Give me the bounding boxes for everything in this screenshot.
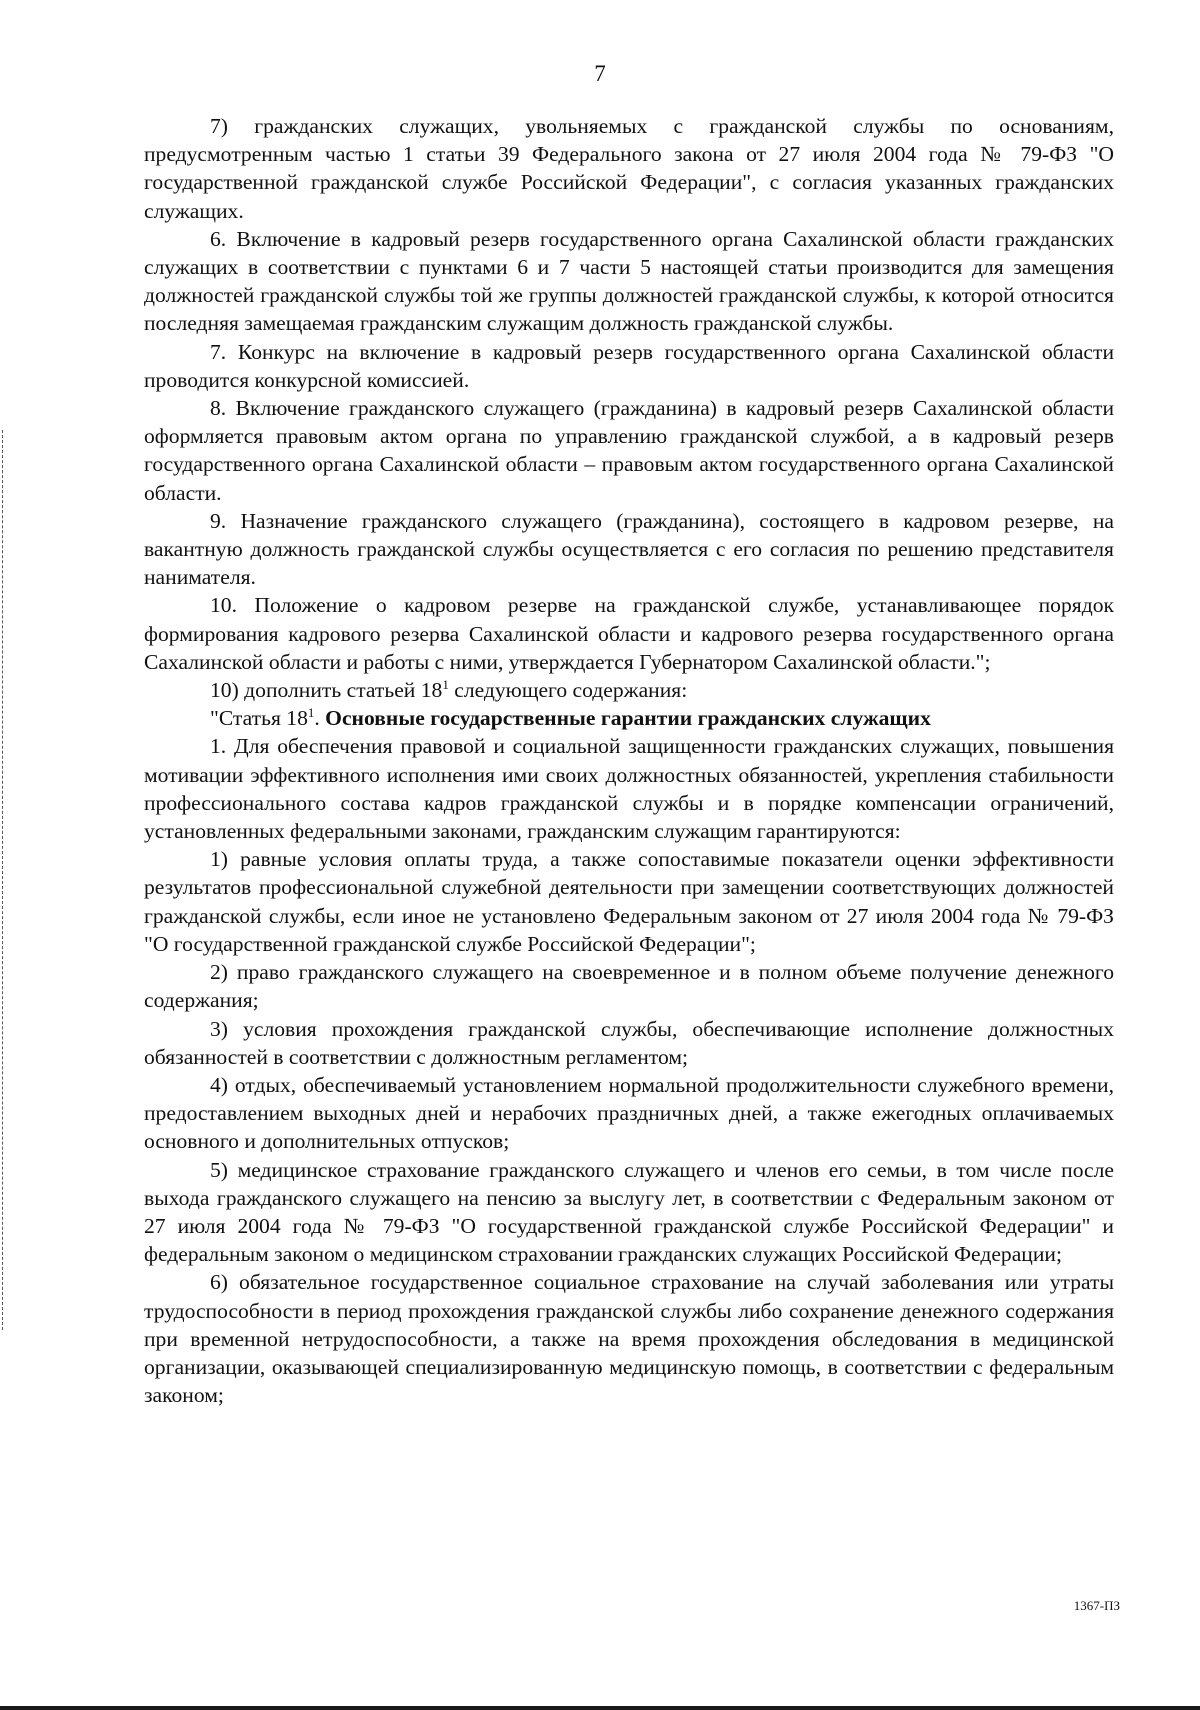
paragraph-1-guarantees-intro: 1. Для обеспечения правовой и социальной защищенности гражданских служащих, повышения мотивации эффективного исполнения ими своих должностных обязанностей, укрепления стабильности профессионального состава кадров гражданской службы и в порядке компенсации ограничений, установленных федеральными законами, гражданским служащим гарантируются: <box>144 734 1114 844</box>
article-label: "Статья 18 <box>210 706 308 731</box>
paragraph-7-competition: 7. Конкурс на включение в кадровый резерв государственного органа Сахалинской области проводится конкурсной комиссией. <box>144 339 1114 392</box>
paragraph-6-reserve-inclusion: 6. Включение в кадровый резерв государственного органа Сахалинской области гражданских служащих в соответствии с пунктами 6 и 7 части 5 настоящей статьи производится для замещения должностей гражданской службы той же группы должностей гражданской службы, к которой относится последняя замещаемая гражданским служащим должность гражданской службы. <box>144 226 1114 336</box>
scan-bottom-edge <box>0 1706 1200 1710</box>
list-item-3-service-conditions: 3) условия прохождения гражданской службы, обеспечивающие исполнение должностных обязанностей в соответствии с должностным регламентом; <box>144 1016 1114 1069</box>
list-item-2-salary-right: 2) право гражданского служащего на своевременное и в полном объеме получение денежного содержания; <box>144 960 1114 1013</box>
paragraph-amendment-10 <box>144 676 1114 704</box>
amendment-text-start: 10) дополнить статьей 18 <box>210 678 443 703</box>
document-code: 1367-ПЗ <box>1073 1598 1120 1613</box>
scan-margin-marks <box>2 430 5 1330</box>
article-title: Основные государственные гарантии гражданских служащих <box>325 706 931 731</box>
list-item-1-equal-pay: 1) равные условия оплаты труда, а также сопоставимые показатели оценки эффективности результатов профессиональной служебной деятельности при замещении соответствующих должностей гражданской службы, если иное не установлено Федеральным законом от 27 июля 2004 года № 79-ФЗ "О государственной гражданской службе Российской Федерации"; <box>144 847 1114 956</box>
paragraph-10-regulation: 10. Положение о кадровом резерве на гражданской службе, устанавливающее порядок формирования кадрового резерва Сахалинской области и кадрового резерва государственного органа Сахалинской области и работы с ними, утверждается Губернатором Сахалинской области."; <box>144 593 1114 674</box>
document-body <box>144 112 1114 1409</box>
amendment-superscript: 1 <box>442 677 449 693</box>
article-heading <box>144 704 1114 732</box>
paragraph-item-7-civil-servants-dismissed: 7) гражданских служащих, увольняемых с гражданской службы по основаниям, предусмотренным частью 1 статьи 39 Федерального закона от 27 июля 2004 года № 79-ФЗ "О государственной гражданской службе Российской Федерации", с согласия указанных гражданских служащих. <box>144 114 1114 223</box>
article-dot: . <box>314 706 326 731</box>
list-item-4-rest: 4) отдых, обеспечиваемый установлением нормальной продолжительности служебного времени, предоставлением выходных дней и нерабочих праздничных дней, а также ежегодных оплачиваемых основного и дополнительных отпусков; <box>144 1072 1114 1154</box>
list-item-5-medical-insurance: 5) медицинское страхование гражданского служащего и членов его семьи, в том числе после выхода гражданского служащего на пенсию за выслугу лет, в соответствии с Федеральным законом от 27 июля 2004 года № 79-ФЗ "О государственной гражданской службе Российской Федерации" и федеральным законом о медицинском страховании гражданских служащих Российской Федерации; <box>144 1157 1114 1267</box>
list-item-6-social-insurance: 6) обязательное государственное социальное страхование на случай заболевания или утраты трудоспособности в период прохождения гражданской службы либо сохранение денежного содержания при временной нетрудоспособности, а также на время прохождения обследования в медицинской организации, оказывающей специализированную медицинскую помощь, в соответствии с федеральным законом; <box>144 1270 1114 1408</box>
page-number: 7 <box>594 61 606 86</box>
article-superscript: 1 <box>307 705 315 721</box>
paragraph-9-appointment: 9. Назначение гражданского служащего (гражданина), состоящего в кадровом резерве, на вакантную должность гражданской службы осуществляется с его согласия по решению представителя нанимателя. <box>144 508 1114 590</box>
paragraph-8-legal-act: 8. Включение гражданского служащего (гражданина) в кадровый резерв Сахалинской области оформляется правовым актом органа по управлению гражданской службой, а в кадровый резерв государственного органа Сахалинской области – правовым актом государственного органа Сахалинской области. <box>144 396 1114 505</box>
amendment-text-end: следующего содержания: <box>448 678 688 703</box>
